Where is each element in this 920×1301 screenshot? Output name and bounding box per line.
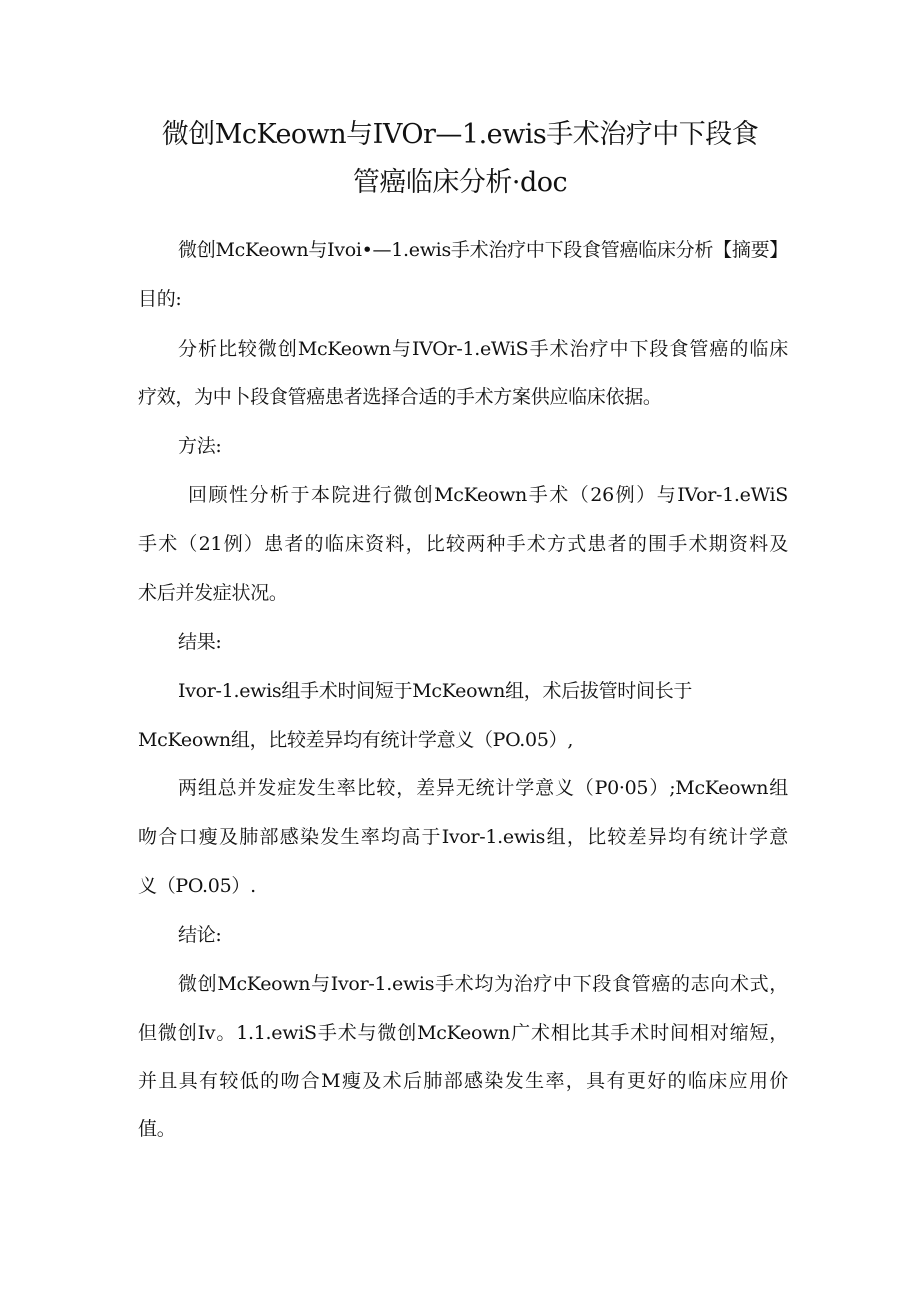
methods-text-line: 回顾性分析于本院进行微创McKeown手术（26例）与IVor-1.eWiS	[188, 484, 788, 506]
results-label: 结果:	[178, 631, 222, 653]
conclusion-label: 结论:	[178, 924, 222, 946]
methods-label: 方法:	[178, 435, 222, 457]
results-text-line: 两组总并发症发生率比较，差异无统计学意义（P0·05）;McKeown组	[178, 777, 788, 799]
results-text-line: 吻合口瘦及肺部感染发生率均高于Ivor-1.ewis组，比较差异均有统计学意	[138, 826, 788, 848]
methods-text-line: 手术（21例）患者的临床资料，比较两种手术方式患者的围手术期资料及	[138, 533, 788, 555]
methods-text-line: 术后并发症状况。	[138, 582, 288, 604]
conclusion-text-line: 并且具有较低的吻合M瘦及术后肺部感染发生率，具有更好的临床应用价	[138, 1070, 788, 1092]
conclusion-text-line: 但微创Iv。1.1.ewiS手术与微创McKeown广术相比其手术时间相对缩短，	[138, 1022, 788, 1044]
abstract-heading-line: 微创McKeown与Ivoi•—1.ewis手术治疗中下段食管癌临床分析【摘要】	[178, 239, 788, 261]
conclusion-text-line: 值。	[138, 1118, 176, 1140]
document-title-line-2: 管癌临床分析·doc	[352, 167, 568, 198]
document-title-line-1: 微创McKeown与IVOr—1.ewis手术治疗中下段食	[161, 119, 759, 150]
objective-text-line: 疗效，为中卜段食管癌患者选择合适的手术方案供应临床依据。	[138, 386, 662, 408]
results-text-line: McKeown组，比较差异均有统计学意义（PO.05）,	[138, 729, 574, 751]
conclusion-text-line: 微创McKeown与Ivor-1.ewis手术均为治疗中下段食管癌的志向术式，	[178, 973, 788, 995]
objective-text-line: 分析比较微创McKeown与IVOr-1.eWiS手术治疗中下段食管癌的临床	[178, 338, 788, 360]
objective-label: 目的:	[138, 288, 182, 310]
results-text-line: Ivor-1.ewis组手术时间短于McKeown组，术后拔管时间长于	[178, 680, 693, 702]
results-text-line: 义（PO.05）.	[138, 875, 256, 897]
